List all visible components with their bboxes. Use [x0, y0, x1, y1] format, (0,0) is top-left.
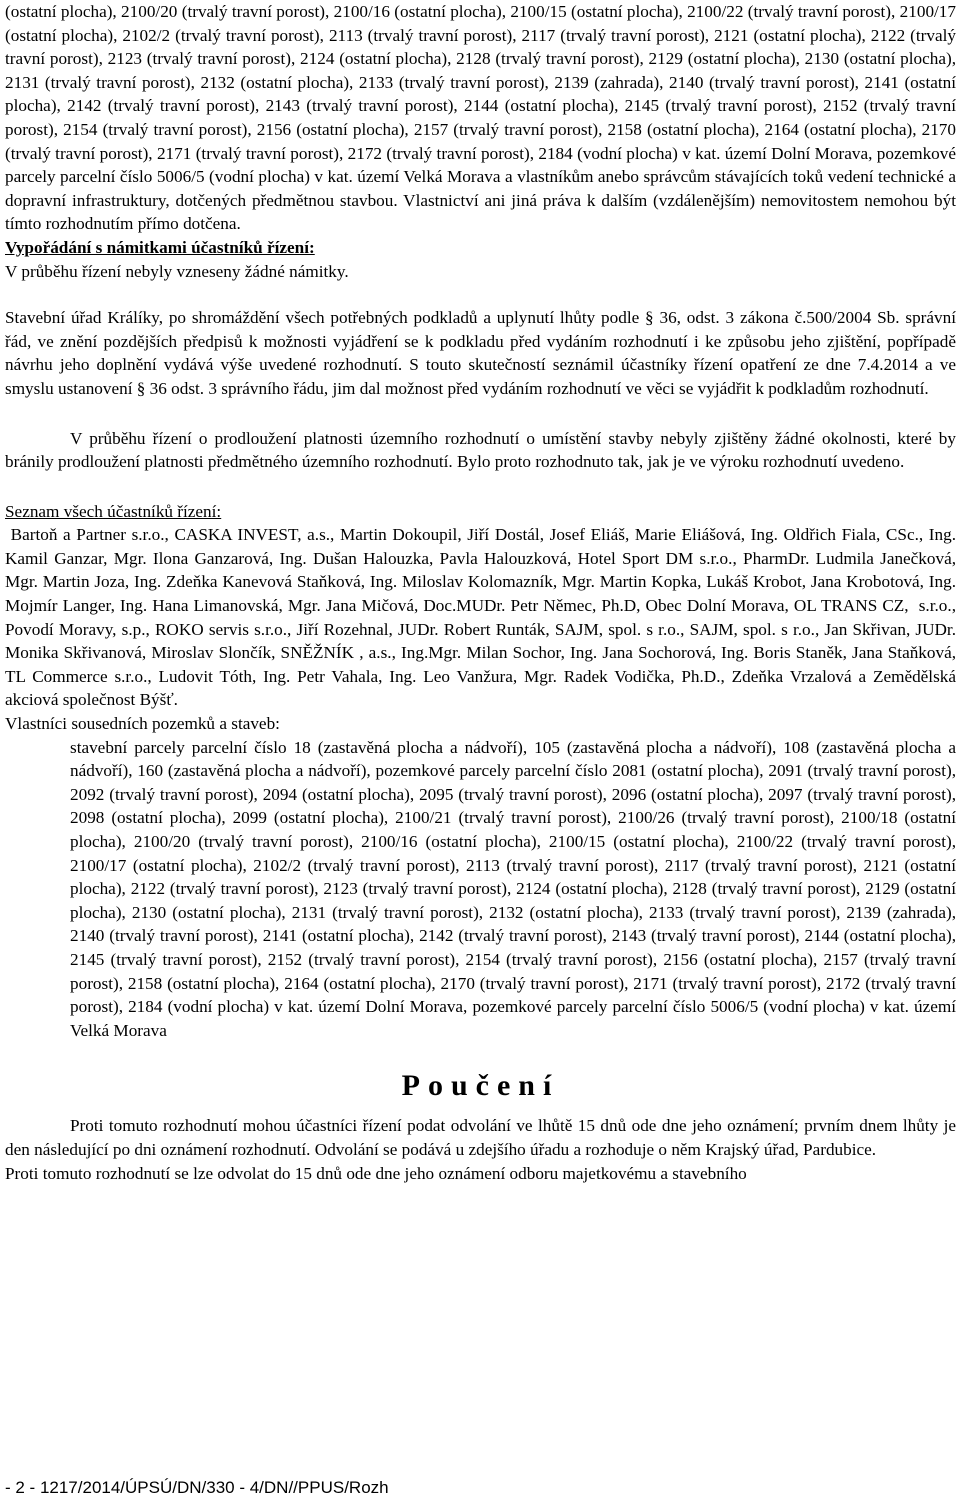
- pouceni-paragraph-1: Proti tomuto rozhodnutí mohou účastníci řízení podat odvolání ve lhůtě 15 dnů ode dne jeho oznámení; prvním dnem lhůty je den následující po dni oznámení rozhodnutí. Odvolání se podává u zdejšího úřadu a rozhoduje o něm Krajský úřad, Pardubice.: [5, 1116, 956, 1159]
- owners-heading: Vlastníci sousedních pozemků a staveb:: [5, 714, 280, 734]
- owners-list: stavební parcely parcelní číslo 18 (zastavěná plocha a nádvoří), 105 (zastavěná plocha a nádvoří), 108 (zastavěná plocha a nádvoří), 160 (zastavěná plocha a nádvoří), pozemkové parcely parcelní číslo 2081 (ostatní plocha), 2091 (trvalý travní porost), 2092 (trvalý travní porost), 2094 (ostatní plocha), 2095 (trvalý travní porost), 2096 (ostatní plocha), 2097 (trvalý travní porost), 2098 (ostatní plocha), 2099 (ostatní plocha), 2100/21 (trvalý travní porost), 2100/26 (trvalý travní porost), 2100/18 (ostatní plocha), 2100/20 (trvalý travní porost), 2100/16 (ostatní plocha), 2100/15 (ostatní plocha), 2100/22 (trvalý travní porost), 2100/17 (ostatní plocha), 2102/2 (trvalý travní porost), 2113 (trvalý travní porost), 2117 (trvalý travní porost), 2121 (ostatní plocha), 2122 (trvalý travní porost), 2123 (trvalý travní porost), 2124 (ostatní plocha), 2128 (trvalý travní porost), 2129 (ostatní plocha), 2130 (ostatní plocha), 2131 (trvalý travní porost), 2132 (ostatní plocha), 2133 (trvalý travní porost), 2139 (zahrada), 2140 (trvalý travní porost), 2141 (ostatní plocha), 2142 (trvalý travní porost), 2143 (trvalý travní porost), 2144 (ostatní plocha), 2145 (trvalý travní porost), 2152 (trvalý travní porost), 2154 (trvalý travní porost), 2156 (ostatní plocha), 2157 (trvalý travní porost), 2158 (ostatní plocha), 2164 (ostatní plocha), 2170 (trvalý travní porost), 2171 (trvalý travní porost), 2172 (trvalý travní porost), 2184 (vodní plocha) v kat. území Dolní Morava, pozemkové parcely parcelní číslo 5006/5 (vodní plocha) v kat. území Velká Morava: [70, 737, 956, 1040]
- page-footer: - 2 - 1217/2014/ÚPSÚ/DN/330 - 4/DN//PPUS/Rozh: [5, 1478, 389, 1497]
- objections-heading: Vypořádání s námitkami účastníků řízení:: [5, 237, 315, 257]
- pouceni-title: Poučení: [401, 1069, 560, 1103]
- participants-list: Bartoň a Partner s.r.o., CASKA INVEST, a.s., Martin Dokoupil, Jiří Dostál, Josef Eliáš, Marie Eliášová, Ing. Oldřich Fiala, CSc., Ing. Kamil Ganzar, Mgr. Ilona Ganzarová, Ing. Dušan Halouzka, Pavla Halouzková, Hotel Sport DM s.r.o., PharmDr. Ludmila Janečková, Mgr. Martin Joza, Ing. Zdeňka Kanevová Staňková, Ing. Miloslav Kolomazník, Mgr. Martin Kopka, Lukáš Krobot, Jana Krobotová, Ing. Mojmír Langer, Ing. Hana Limanovská, Mgr. Jana Mičová, Doc.MUDr. Petr Němec, Ph.D, Obec Dolní Morava, OL TRANS CZ, s.r.o., Povodí Moravy, s.p., ROKO servis s.r.o., Jiří Rozehnal, JUDr. Robert Runták, SAJM, spol. s r.o., SAJM, spol. s r.o., Jan Skřivan, JUDr. Monika Skřivanová, Miroslav Slončík, SNĚŽNÍK , a.s., Ing.Mgr. Milan Sochor, Ing. Jana Sochorová, Ing. Boris Staněk, Jana Staňková, TL Commerce s.r.o., Ludovit Tóth, Ing. Petr Vahala, Ing. Leo Vanžura, Mgr. Radek Vodička, Ph.D., Zdeňka Vrzalová a Zemědělská akciová společnost Býšť.: [5, 525, 960, 710]
- participants-heading: Seznam všech účastníků řízení:: [5, 501, 222, 521]
- pouceni-paragraph-2: Proti tomuto rozhodnutí se lze odvolat do 15 dnů ode dne jeho oznámení odboru majetkovému a stavebního: [5, 1163, 747, 1183]
- paragraph-extension: V průběhu řízení o prodloužení platnosti územního rozhodnutí o umístění stavby nebyly zjištěny žádné okolnosti, které by bránily prodloužení platnosti předmětného územního rozhodnutí. Bylo proto rozhodnuto tak, jak je ve výroku rozhodnutí uvedeno.: [5, 428, 956, 472]
- paragraph-authority: Stavební úřad Králíky, po shromáždění všech potřebných podkladů a uplynutí lhůty podle § 36, odst. 3 zákona č.500/2004 Sb. správní řád, ve znění pozdějších předpisů k možnosti vyjádření se k podkladu před vydáním rozhodnutí i ke způsobu jeho zjištění, popřípadě návrhu jeho doplnění vydává výše uvedené rozhodnutí. S touto skutečností seznámil účastníky řízení opatření ze dne 7.4.2014 a ve smyslu ustanovení § 36 odst. 3 správního řádu, jim dal možnost před vydáním rozhodnutí ve věci se vyjádřit k podkladům rozhodnutí.: [5, 308, 956, 398]
- objections-text: V průběhu řízení nebyly vzneseny žádné námitky.: [5, 261, 349, 281]
- paragraph-parcels-continued: (ostatní plocha), 2100/20 (trvalý travní porost), 2100/16 (ostatní plocha), 2100/15 (ostatní plocha), 2100/22 (trvalý travní porost), 2100/17 (ostatní plocha), 2102/2 (trvalý travní porost), 2113 (trvalý travní porost), 2117 (trvalý travní porost), 2121 (ostatní plocha), 2122 (trvalý travní porost), 2123 (trvalý travní porost), 2124 (ostatní plocha), 2128 (trvalý travní porost), 2129 (ostatní plocha), 2130 (ostatní plocha), 2131 (trvalý travní porost), 2132 (ostatní plocha), 2133 (trvalý travní porost), 2139 (zahrada), 2140 (trvalý travní porost), 2141 (ostatní plocha), 2142 (trvalý travní porost), 2143 (trvalý travní porost), 2144 (ostatní plocha), 2145 (trvalý travní porost), 2152 (trvalý travní porost), 2154 (trvalý travní porost), 2156 (ostatní plocha), 2157 (trvalý travní porost), 2158 (ostatní plocha), 2164 (ostatní plocha), 2170 (trvalý travní porost), 2171 (trvalý travní porost), 2172 (trvalý travní porost), 2184 (vodní plocha) v kat. území Dolní Morava, pozemkové parcely parcelní číslo 5006/5 (vodní plocha) v kat. území Velká Morava a vlastníkům anebo správcům stávajících toků vedení technické a dopravní infrastruktury, dotčených předmětnou stavbou. Vlastnictví ani jiná práva k dalším (vzdálenějším) nemovitostem nemohou být tímto rozhodnutím přímo dotčena.: [5, 2, 956, 234]
